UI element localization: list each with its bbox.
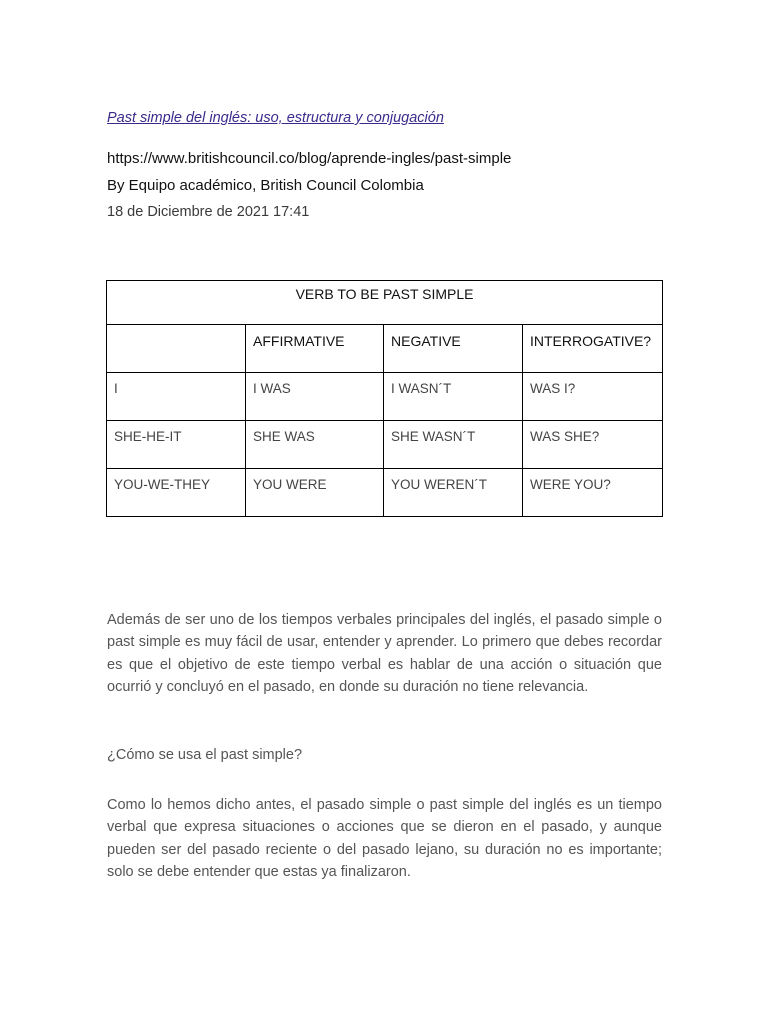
publish-date: 18 de Diciembre de 2021 17:41: [107, 204, 310, 220]
interrogative-cell: WERE YOU?: [523, 469, 663, 517]
table-row: [107, 469, 663, 517]
affirmative-cell: SHE WAS: [246, 421, 384, 469]
header-cell-affirmative: AFFIRMATIVE: [246, 325, 384, 373]
interrogative-cell: WAS I?: [523, 373, 663, 421]
negative-cell: SHE WASN´T: [384, 421, 523, 469]
source-url: https://www.britishcouncil.co/blog/aprende-ingles/past-simple: [107, 150, 512, 167]
negative-cell: YOU WEREN´T: [384, 469, 523, 517]
table-row: [107, 373, 663, 421]
affirmative-cell: I WAS: [246, 373, 384, 421]
table-title-row: [107, 281, 663, 325]
header-cell-interrogative: INTERROGATIVE?: [523, 325, 663, 373]
section-heading-uso: ¿Cómo se usa el past simple?: [107, 747, 303, 763]
table-header-row: [107, 325, 663, 373]
interrogative-cell: WAS SHE?: [523, 421, 663, 469]
intro-paragraph: Además de ser uno de los tiempos verbales principales del inglés, el pasado simple o past simple es muy fácil de usar, entender y aprender. Lo primero que debes recordar es que el objetivo de este tiempo verbal es hablar de una acción o situación que ocurrió y concluyó en el pasado, en donde su duración no tiene relevancia.: [107, 612, 662, 696]
table-row: [107, 421, 663, 469]
negative-cell: I WASN´T: [384, 373, 523, 421]
byline: By Equipo académico, British Council Colombia: [107, 177, 424, 194]
pronoun-cell: SHE-HE-IT: [107, 421, 246, 469]
affirmative-cell: YOU WERE: [246, 469, 384, 517]
uso-paragraph: Como lo hemos dicho antes, el pasado simple o past simple del inglés es un tiempo verbal que expresa situaciones o acciones que se dieron en el pasado, y aunque pueden ser del pasado reciente o del pasado lejano, su duración no es importante; solo se debe entender que estas ya finalizaron.: [107, 797, 662, 881]
table-title: VERB TO BE PAST SIMPLE: [107, 281, 663, 325]
header-cell-negative: NEGATIVE: [384, 325, 523, 373]
header-cell-empty: [107, 325, 246, 373]
article-title-link[interactable]: Past simple del inglés: uso, estructura y conjugación: [107, 110, 444, 126]
pronoun-cell: YOU-WE-THEY: [107, 469, 246, 517]
verb-to-be-table: [106, 280, 663, 517]
pronoun-cell: I: [107, 373, 246, 421]
